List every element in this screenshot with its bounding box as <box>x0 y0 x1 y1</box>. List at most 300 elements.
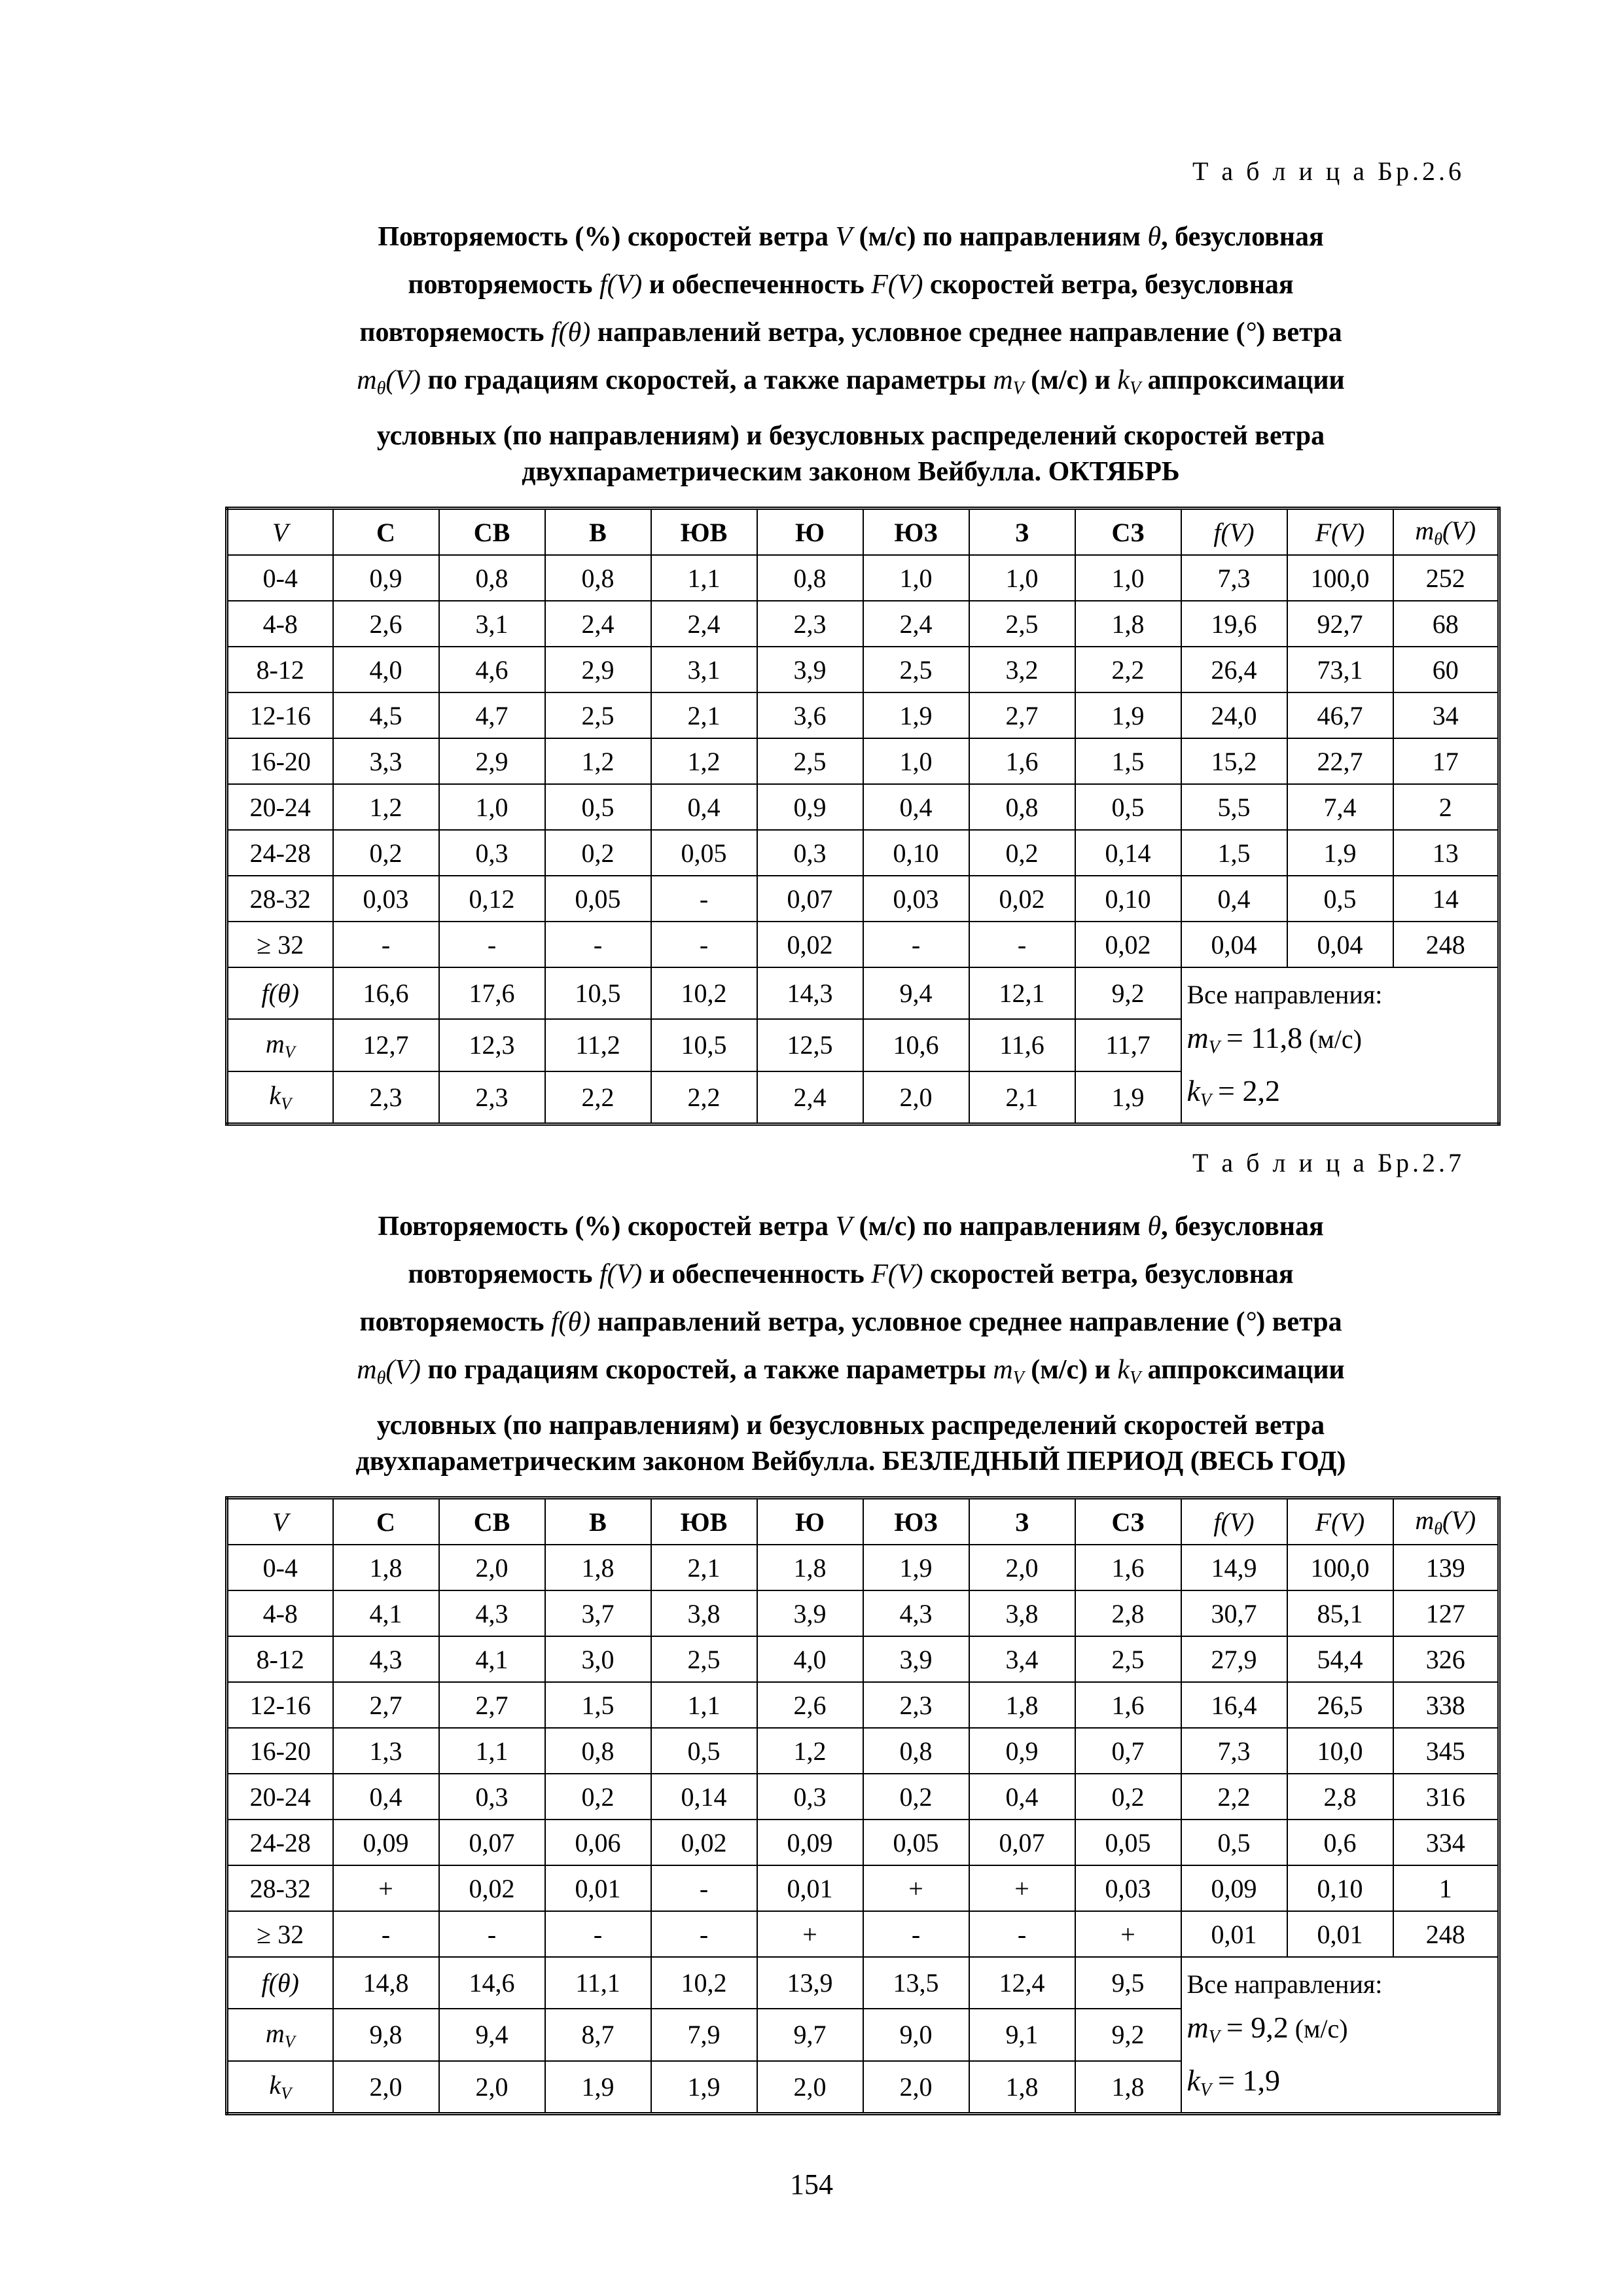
table-cell: 0,12 <box>439 876 545 922</box>
table-cell: 2,0 <box>969 1545 1075 1590</box>
table-cell: 0,05 <box>545 876 651 922</box>
table-row <box>227 1590 1499 1636</box>
table-cell: 1,8 <box>757 1545 863 1590</box>
table-cell: 0,2 <box>969 830 1075 876</box>
table-row <box>227 555 1499 601</box>
table-cell: 1,8 <box>545 1545 651 1590</box>
column-header: С <box>333 509 439 556</box>
table-cell: 46,7 <box>1287 692 1393 738</box>
table-cell: 0,9 <box>333 555 439 601</box>
table-cell: 0,2 <box>545 1774 651 1820</box>
table-cell: - <box>439 1911 545 1957</box>
column-header: СЗ <box>1075 509 1181 556</box>
table-row <box>227 738 1499 784</box>
table-row <box>227 601 1499 647</box>
table-cell: 12,5 <box>757 1019 863 1071</box>
table-cell: 1,6 <box>1075 1682 1181 1728</box>
table-cell: 4,3 <box>439 1590 545 1636</box>
table-cell: 0,10 <box>1075 876 1181 922</box>
table-cell: 2,1 <box>651 692 757 738</box>
table-cell: 1,2 <box>545 738 651 784</box>
table-cell: 3,0 <box>545 1636 651 1682</box>
table-cell: 11,7 <box>1075 1019 1181 1071</box>
table-cell: 3,7 <box>545 1590 651 1636</box>
table-cell: - <box>969 922 1075 967</box>
table-cell: 2,4 <box>545 601 651 647</box>
table-cell: 0,4 <box>969 1774 1075 1820</box>
column-header: V <box>227 509 333 556</box>
header-row <box>227 1498 1499 1545</box>
all-directions-summary <box>1181 1957 1499 2114</box>
table-cell: 9,2 <box>1075 967 1181 1019</box>
table-caption: Повторяемость (%) скоростей ветра V (м/с) по направлениям θ, безусловная повторяемость f(V) и обеспеченность F(V) скоростей ветра, безусловная повторяемость f(θ) направлений ветра, условное среднее направление (°) ветра $m_\theta(V)$ по градациям скоростей, а также параметры $m_V$ (м/с) и $k_V$ аппроксимации условных (по направлениям) и безусловных распределений скоростей ветра двухпараметрическим законом Вейбулла. БЕЗЛЕДНЫЙ ПЕРИОД (ВЕСЬ ГОД) <box>355 1211 1346 1477</box>
wind-table <box>225 507 1501 1126</box>
parameter-label: $k_V$ <box>227 2061 333 2114</box>
table-cell: 1,8 <box>333 1545 439 1590</box>
column-header: СВ <box>439 509 545 556</box>
table-cell: 127 <box>1393 1590 1499 1636</box>
table-cell: 1,9 <box>1075 692 1181 738</box>
table-cell: 0,10 <box>863 830 969 876</box>
table-row <box>227 1911 1499 1957</box>
table-cell: 0,02 <box>969 876 1075 922</box>
table-cell: 7,3 <box>1181 1728 1287 1774</box>
table-cell: - <box>969 1911 1075 1957</box>
table-cell: 0,2 <box>545 830 651 876</box>
table-row <box>227 784 1499 830</box>
table-cell: 0,3 <box>439 1774 545 1820</box>
table-cell: 12,4 <box>969 1957 1075 2009</box>
table-cell: 0,2 <box>1075 1774 1181 1820</box>
column-header: В <box>545 1498 651 1545</box>
table-cell: 1,1 <box>651 555 757 601</box>
table-cell: - <box>651 1911 757 1957</box>
table-cell: 2,7 <box>969 692 1075 738</box>
parameter-label: f(θ) <box>227 967 333 1019</box>
table-cell: 1,8 <box>1075 2061 1181 2114</box>
table-cell: 1,2 <box>651 738 757 784</box>
table-row <box>227 1774 1499 1820</box>
table-cell: 2,8 <box>1287 1774 1393 1820</box>
table-cell: 2,5 <box>545 692 651 738</box>
table-cell: 2,5 <box>1075 1636 1181 1682</box>
table-cell: 14,3 <box>757 967 863 1019</box>
column-header: F(V) <box>1287 509 1393 556</box>
table-cell: 3,9 <box>757 647 863 692</box>
table-cell: 16,4 <box>1181 1682 1287 1728</box>
table-cell: 0,8 <box>439 555 545 601</box>
table-cell: 2,5 <box>969 601 1075 647</box>
table-cell: - <box>545 1911 651 1957</box>
table-cell: 0,4 <box>1181 876 1287 922</box>
table-cell: 1,6 <box>969 738 1075 784</box>
table-cell: 0,3 <box>757 830 863 876</box>
table-cell: 0,06 <box>545 1820 651 1865</box>
column-header: С <box>333 1498 439 1545</box>
table-cell: 4,1 <box>439 1636 545 1682</box>
column-header: F(V) <box>1287 1498 1393 1545</box>
column-header: f(V) <box>1181 509 1287 556</box>
table-cell: 252 <box>1393 555 1499 601</box>
table-cell: 0,07 <box>439 1820 545 1865</box>
summary-mv: mV = 11,8 (м/с) <box>1186 1021 1362 1058</box>
table-row <box>227 647 1499 692</box>
table-cell: 0,09 <box>757 1820 863 1865</box>
table-cell: 0,5 <box>1075 784 1181 830</box>
table-cell: 4,0 <box>757 1636 863 1682</box>
column-header: V <box>227 1498 333 1545</box>
table-cell: 73,1 <box>1287 647 1393 692</box>
column-header: З <box>969 1498 1075 1545</box>
table-cell: 2,6 <box>757 1682 863 1728</box>
table-cell: 7,3 <box>1181 555 1287 601</box>
table-cell: 85,1 <box>1287 1590 1393 1636</box>
table-cell: 0,9 <box>757 784 863 830</box>
summary-title: Все направления: <box>1186 980 1383 1009</box>
table-cell: 1,9 <box>1287 830 1393 876</box>
table-cell: 5,5 <box>1181 784 1287 830</box>
table-cell: 1,2 <box>757 1728 863 1774</box>
table-cell: 0,09 <box>1181 1865 1287 1911</box>
speed-range-cell: 12-16 <box>227 1682 333 1728</box>
table-cell: + <box>1075 1911 1181 1957</box>
speed-range-cell: 20-24 <box>227 784 333 830</box>
column-header: ЮВ <box>651 509 757 556</box>
table-cell: 2,2 <box>651 1071 757 1124</box>
table-cell: - <box>333 922 439 967</box>
table-cell: 0,3 <box>757 1774 863 1820</box>
table-cell: 0,2 <box>863 1774 969 1820</box>
table-cell: 10,2 <box>651 1957 757 2009</box>
table-cell: 2,5 <box>757 738 863 784</box>
speed-range-cell: 16-20 <box>227 738 333 784</box>
table-cell: 0,8 <box>545 555 651 601</box>
table-cell: 4,3 <box>333 1636 439 1682</box>
table-cell: 248 <box>1393 922 1499 967</box>
table-cell: 11,1 <box>545 1957 651 2009</box>
table-cell: 9,4 <box>439 2009 545 2060</box>
speed-range-cell: 8-12 <box>227 647 333 692</box>
table-cell: 1,9 <box>863 692 969 738</box>
column-header: Ю <box>757 509 863 556</box>
table-cell: 0,5 <box>545 784 651 830</box>
table-cell: 0,03 <box>863 876 969 922</box>
table-cell: 2,0 <box>439 2061 545 2114</box>
speed-range-cell: 0-4 <box>227 555 333 601</box>
table-cell: 4,1 <box>333 1590 439 1636</box>
table-cell: 10,0 <box>1287 1728 1393 1774</box>
speed-range-cell: 4-8 <box>227 601 333 647</box>
table-cell: 1,8 <box>969 2061 1075 2114</box>
table-cell: 2,5 <box>863 647 969 692</box>
table-cell: 30,7 <box>1181 1590 1287 1636</box>
column-header: СЗ <box>1075 1498 1181 1545</box>
table-cell: 0,02 <box>651 1820 757 1865</box>
summary-title: Все направления: <box>1186 1969 1383 1999</box>
column-header: СВ <box>439 1498 545 1545</box>
table-cell: 2 <box>1393 784 1499 830</box>
table-cell: - <box>651 922 757 967</box>
column-header: $m_\theta(V)$ <box>1393 509 1499 556</box>
table-cell: 0,03 <box>333 876 439 922</box>
table-cell: 3,1 <box>651 647 757 692</box>
table-cell: 248 <box>1393 1911 1499 1957</box>
table-cell: 0,5 <box>1287 876 1393 922</box>
table-cell: 0,01 <box>1181 1911 1287 1957</box>
table-cell: 2,1 <box>969 1071 1075 1124</box>
table-cell: 1,1 <box>439 1728 545 1774</box>
table-cell: + <box>969 1865 1075 1911</box>
speed-range-cell: 16-20 <box>227 1728 333 1774</box>
column-header: ЮВ <box>651 1498 757 1545</box>
table-cell: 22,7 <box>1287 738 1393 784</box>
table-cell: 1,6 <box>1075 1545 1181 1590</box>
speed-range-cell: 24-28 <box>227 830 333 876</box>
parameter-label: f(θ) <box>227 1957 333 2009</box>
speed-range-cell: 12-16 <box>227 692 333 738</box>
table-cell: 7,9 <box>651 2009 757 2060</box>
table-cell: 1,8 <box>969 1682 1075 1728</box>
wind-table <box>225 1496 1501 2115</box>
table-cell: 3,6 <box>757 692 863 738</box>
table-cell: 0,05 <box>651 830 757 876</box>
table-cell: 2,0 <box>863 2061 969 2114</box>
table-cell: + <box>863 1865 969 1911</box>
table-cell: 0,6 <box>1287 1820 1393 1865</box>
table-cell: 17,6 <box>439 967 545 1019</box>
summary-kv: kV = 2,2 <box>1186 1074 1280 1111</box>
parameter-label: $m_V$ <box>227 2009 333 2060</box>
table-cell: 10,2 <box>651 967 757 1019</box>
table-cell: 0,05 <box>1075 1820 1181 1865</box>
table-cell: 3,8 <box>651 1590 757 1636</box>
column-header: f(V) <box>1181 1498 1287 1545</box>
table-cell: 19,6 <box>1181 601 1287 647</box>
header-row <box>227 509 1499 556</box>
table-row <box>227 1820 1499 1865</box>
table-cell: 2,3 <box>863 1682 969 1728</box>
summary-mv: mV = 9,2 (м/с) <box>1186 2011 1348 2047</box>
table-cell: 0,5 <box>651 1728 757 1774</box>
table-cell: 0,03 <box>1075 1865 1181 1911</box>
table-cell: 3,2 <box>969 647 1075 692</box>
table-cell: 0,7 <box>1075 1728 1181 1774</box>
table-row <box>227 1865 1499 1911</box>
page-number: 154 <box>790 2168 833 2200</box>
table-cell: 13,9 <box>757 1957 863 2009</box>
table-cell: 13,5 <box>863 1957 969 2009</box>
table-cell: 1,9 <box>545 2061 651 2114</box>
speed-range-cell: 8-12 <box>227 1636 333 1682</box>
table-cell: 26,5 <box>1287 1682 1393 1728</box>
table-cell: 1,2 <box>333 784 439 830</box>
table-cell: 1,5 <box>1181 830 1287 876</box>
table-cell: 3,1 <box>439 601 545 647</box>
table-cell: 100,0 <box>1287 555 1393 601</box>
table-cell: 0,8 <box>863 1728 969 1774</box>
table-cell: 68 <box>1393 601 1499 647</box>
parameter-row <box>227 967 1499 1019</box>
table-cell: 0,02 <box>757 922 863 967</box>
table-cell: 10,6 <box>863 1019 969 1071</box>
table-cell: 0,3 <box>439 830 545 876</box>
table-cell: 0,01 <box>545 1865 651 1911</box>
table-cell: 26,4 <box>1181 647 1287 692</box>
speed-range-cell: 28-32 <box>227 876 333 922</box>
table-cell: 4,7 <box>439 692 545 738</box>
table-cell: 2,7 <box>333 1682 439 1728</box>
table-cell: 1,0 <box>863 555 969 601</box>
table-cell: - <box>439 922 545 967</box>
column-header: $m_\theta(V)$ <box>1393 1498 1499 1545</box>
table-cell: 2,8 <box>1075 1590 1181 1636</box>
table-cell: - <box>863 922 969 967</box>
table-cell: 1,0 <box>1075 555 1181 601</box>
table-row <box>227 1636 1499 1682</box>
table-row <box>227 1682 1499 1728</box>
table-row <box>227 922 1499 967</box>
table-cell: 11,2 <box>545 1019 651 1071</box>
table-cell: 0,04 <box>1181 922 1287 967</box>
table-cell: 1,9 <box>863 1545 969 1590</box>
table-cell: - <box>545 922 651 967</box>
table-cell: 54,4 <box>1287 1636 1393 1682</box>
table-cell: 2,9 <box>545 647 651 692</box>
table-cell: - <box>863 1911 969 1957</box>
table-cell: 10,5 <box>545 967 651 1019</box>
table-cell: 100,0 <box>1287 1545 1393 1590</box>
speed-range-cell: 20-24 <box>227 1774 333 1820</box>
table-cell: 0,2 <box>333 830 439 876</box>
table-caption: Повторяемость (%) скоростей ветра V (м/с) по направлениям θ, безусловная повторяемость f(V) и обеспеченность F(V) скоростей ветра, безусловная повторяемость f(θ) направлений ветра, условное среднее направление (°) ветра $m_\theta(V)$ по градациям скоростей, а также параметры $m_V$ (м/с) и $k_V$ аппроксимации условных (по направлениям) и безусловных распределений скоростей ветра двухпараметрическим законом Вейбулла. ОКТЯБРЬ <box>357 222 1345 487</box>
table-cell: 17 <box>1393 738 1499 784</box>
speed-range-cell: ≥ 32 <box>227 1911 333 1957</box>
table-cell: 0,10 <box>1287 1865 1393 1911</box>
table-row <box>227 1728 1499 1774</box>
column-header: З <box>969 509 1075 556</box>
table-cell: 12,3 <box>439 1019 545 1071</box>
table-cell: 3,8 <box>969 1590 1075 1636</box>
parameter-label: $k_V$ <box>227 1071 333 1124</box>
table-cell: 8,7 <box>545 2009 651 2060</box>
table-cell: 0,01 <box>1287 1911 1393 1957</box>
table-cell: 1,0 <box>863 738 969 784</box>
table-cell: 2,4 <box>757 1071 863 1124</box>
table-label: Т а б л и ц а Бр.2.7 <box>1192 1148 1465 1177</box>
table-cell: 10,5 <box>651 1019 757 1071</box>
table-row <box>227 692 1499 738</box>
table-cell: 9,5 <box>1075 1957 1181 2009</box>
table-cell: 2,2 <box>545 1071 651 1124</box>
table-cell: 1,8 <box>1075 601 1181 647</box>
table-cell: 0,01 <box>757 1865 863 1911</box>
table-cell: 4,0 <box>333 647 439 692</box>
table-cell: 60 <box>1393 647 1499 692</box>
table-cell: - <box>333 1911 439 1957</box>
table-cell: 1,0 <box>969 555 1075 601</box>
speed-range-cell: 28-32 <box>227 1865 333 1911</box>
table-cell: 326 <box>1393 1636 1499 1682</box>
speed-range-cell: 24-28 <box>227 1820 333 1865</box>
table-cell: 2,0 <box>863 1071 969 1124</box>
table-cell: 334 <box>1393 1820 1499 1865</box>
table-cell: 0,05 <box>863 1820 969 1865</box>
table-cell: 14 <box>1393 876 1499 922</box>
table-cell: 2,3 <box>757 601 863 647</box>
table-cell: 2,7 <box>439 1682 545 1728</box>
table-cell: 2,2 <box>1075 647 1181 692</box>
table-cell: 1,3 <box>333 1728 439 1774</box>
table-cell: 14,6 <box>439 1957 545 2009</box>
parameter-row <box>227 1957 1499 2009</box>
table-cell: 2,0 <box>333 2061 439 2114</box>
table-cell: 3,3 <box>333 738 439 784</box>
table-cell: - <box>651 876 757 922</box>
table-cell: 9,1 <box>969 2009 1075 2060</box>
table-cell: 0,4 <box>651 784 757 830</box>
table-cell: 0,9 <box>969 1728 1075 1774</box>
table-cell: 2,9 <box>439 738 545 784</box>
table-cell: 9,0 <box>863 2009 969 2060</box>
table-cell: 139 <box>1393 1545 1499 1590</box>
table-cell: 12,1 <box>969 967 1075 1019</box>
column-header: Ю <box>757 1498 863 1545</box>
speed-range-cell: ≥ 32 <box>227 922 333 967</box>
table-cell: 0,02 <box>439 1865 545 1911</box>
table-cell: 4,5 <box>333 692 439 738</box>
table-cell: 14,8 <box>333 1957 439 2009</box>
table-row <box>227 830 1499 876</box>
table-cell: 2,0 <box>757 2061 863 2114</box>
table-cell: 1 <box>1393 1865 1499 1911</box>
table-cell: 2,3 <box>439 1071 545 1124</box>
table-cell: 9,8 <box>333 2009 439 2060</box>
table-cell: 9,7 <box>757 2009 863 2060</box>
speed-range-cell: 0-4 <box>227 1545 333 1590</box>
table-cell: 1,5 <box>1075 738 1181 784</box>
table-cell: 0,02 <box>1075 922 1181 967</box>
table-cell: 2,4 <box>863 601 969 647</box>
table-cell: 1,5 <box>545 1682 651 1728</box>
table-cell: 0,07 <box>757 876 863 922</box>
table-cell: 13 <box>1393 830 1499 876</box>
table-cell: 7,4 <box>1287 784 1393 830</box>
table-cell: - <box>651 1865 757 1911</box>
summary-kv: kV = 1,9 <box>1186 2064 1280 2100</box>
table-cell: 0,5 <box>1181 1820 1287 1865</box>
column-header: ЮЗ <box>863 1498 969 1545</box>
table-cell: 3,9 <box>757 1590 863 1636</box>
table-cell: 4,3 <box>863 1590 969 1636</box>
table-cell: 0,04 <box>1287 922 1393 967</box>
table-cell: 14,9 <box>1181 1545 1287 1590</box>
parameter-label: $m_V$ <box>227 1019 333 1071</box>
table-cell: 1,1 <box>651 1682 757 1728</box>
table-cell: 27,9 <box>1181 1636 1287 1682</box>
table-cell: + <box>333 1865 439 1911</box>
table-cell: 1,9 <box>651 2061 757 2114</box>
table-cell: 2,0 <box>439 1545 545 1590</box>
table-row <box>227 876 1499 922</box>
table-cell: 2,4 <box>651 601 757 647</box>
table-cell: 92,7 <box>1287 601 1393 647</box>
table-cell: 1,9 <box>1075 1071 1181 1124</box>
column-header: В <box>545 509 651 556</box>
table-cell: 2,3 <box>333 1071 439 1124</box>
table-cell: 0,4 <box>863 784 969 830</box>
table-cell: 12,7 <box>333 1019 439 1071</box>
table-cell: 316 <box>1393 1774 1499 1820</box>
